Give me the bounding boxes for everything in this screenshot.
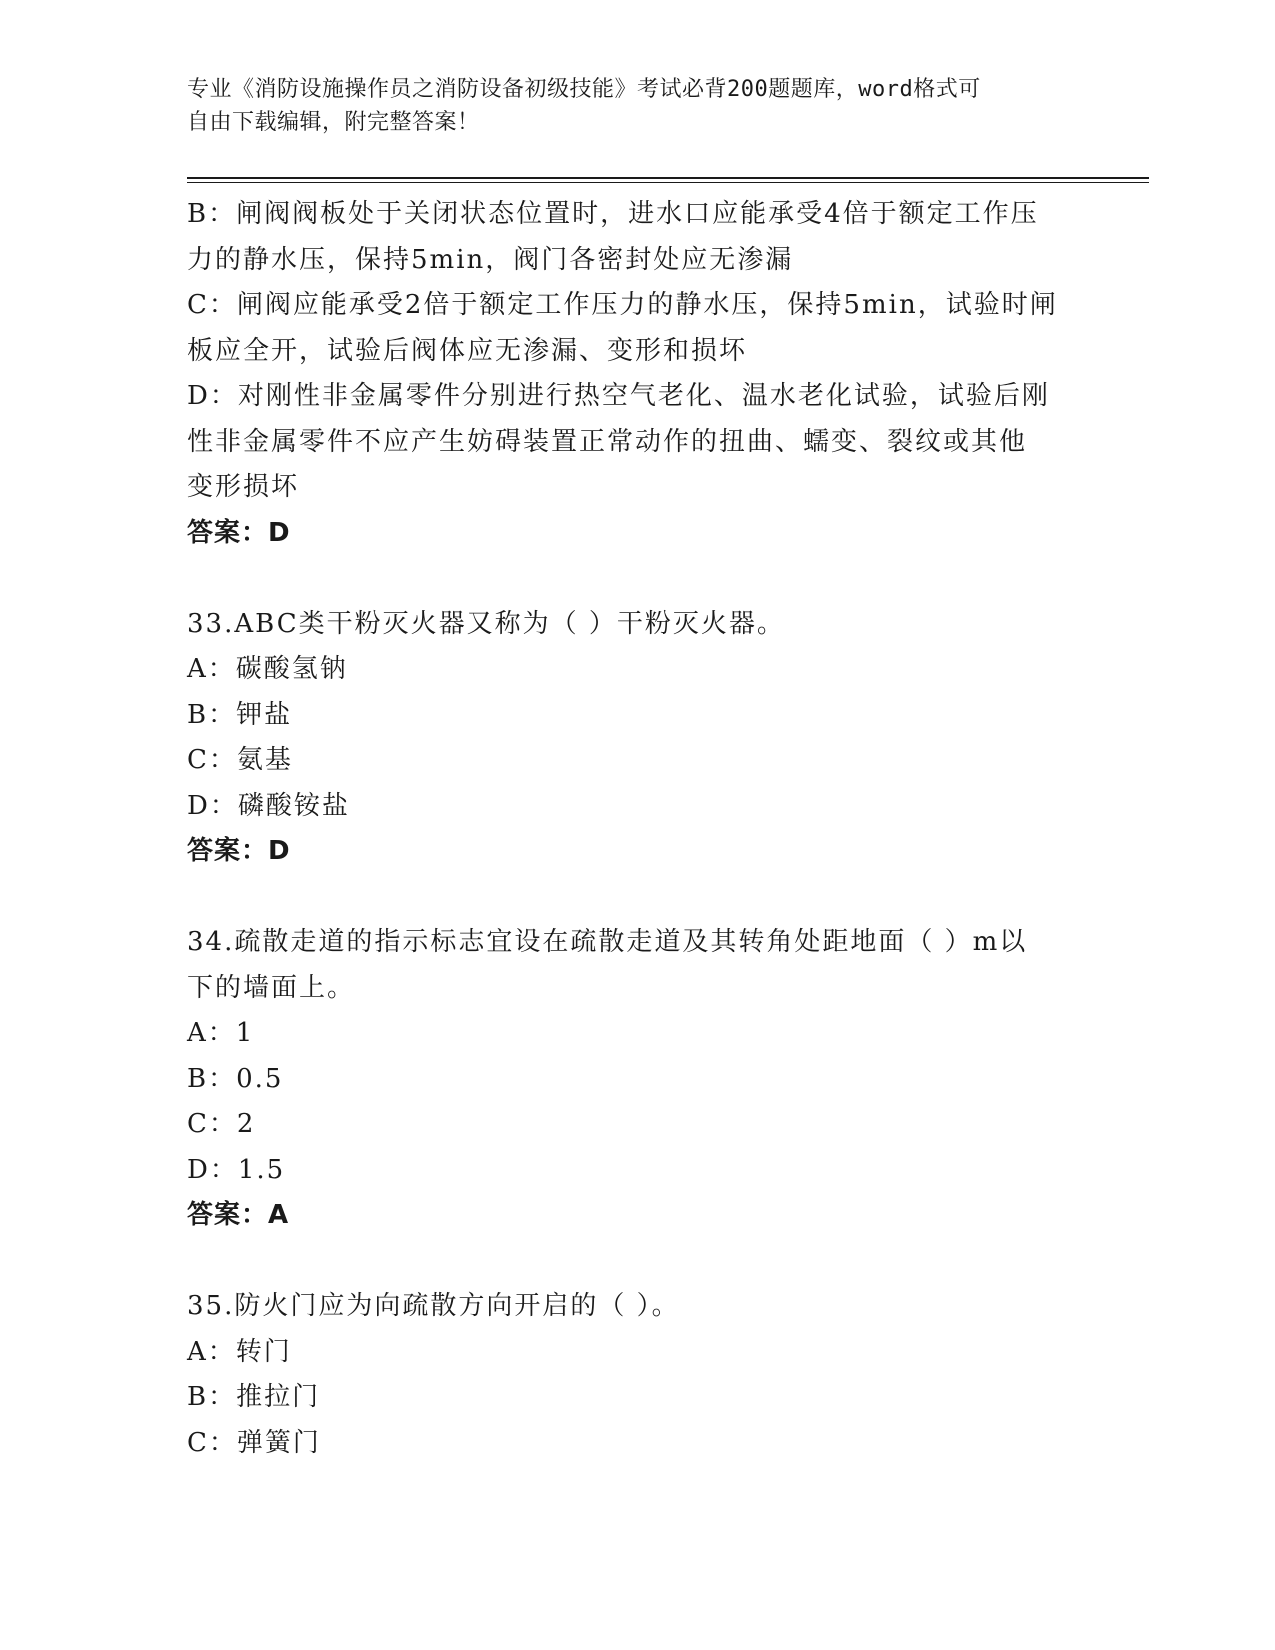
question-32-continued xyxy=(187,192,1087,556)
header-line-2: 自由下载编辑，附完整答案！ xyxy=(187,110,480,135)
question-stem: 33.ABC类干粉灭火器又称为（ ）干粉灭火器。 xyxy=(187,608,785,639)
option-d: D：1.5 xyxy=(187,1154,286,1185)
answer-line: 答案：A xyxy=(187,1200,290,1230)
question-spacer xyxy=(187,1239,1087,1285)
option-b: B：钾盐 xyxy=(187,699,293,730)
option-d-line: 性非金属零件不应产生妨碍装置正常动作的扭曲、蠕变、裂纹或其他 xyxy=(187,426,1028,457)
question-stem: 下的墙面上。 xyxy=(187,972,356,1003)
question-spacer xyxy=(187,875,1087,921)
option-d: D：磷酸铵盐 xyxy=(187,790,350,821)
question-34 xyxy=(187,920,1087,1239)
option-a: A：1 xyxy=(187,1018,255,1048)
option-c: C：2 xyxy=(187,1109,256,1139)
answer-line: 答案：D xyxy=(187,517,291,548)
option-b: B：0.5 xyxy=(187,1063,284,1094)
option-d-line: 变形损坏 xyxy=(187,472,300,502)
option-b-line: B：闸阀阀板处于关闭状态位置时，进水口应能承受4倍于额定工作压 xyxy=(187,199,1039,229)
question-spacer xyxy=(187,556,1087,602)
option-a: A：碳酸氢钠 xyxy=(187,654,348,684)
header-line-1: 专业《消防设施操作员之消防设备初级技能》考试必背200题题库，word格式可 xyxy=(187,77,981,102)
option-a: A：转门 xyxy=(187,1336,292,1367)
option-c-line: 板应全开，试验后阀体应无渗漏、变形和损坏 xyxy=(187,335,748,366)
question-33 xyxy=(187,602,1087,875)
option-b: B：推拉门 xyxy=(187,1382,321,1412)
option-c-line: C：闸阀应能承受2倍于额定工作压力的静水压，保持5min，试验时闸 xyxy=(187,290,1058,320)
option-c: C：弹簧门 xyxy=(187,1427,321,1458)
question-content xyxy=(187,192,1087,1466)
answer-line: 答案：D xyxy=(187,836,291,866)
option-c: C：氨基 xyxy=(187,745,293,775)
header-divider-thin xyxy=(187,182,1149,183)
document-header xyxy=(187,73,1087,139)
question-stem: 34.疏散走道的指示标志宜设在疏散走道及其转角处距地面（ ）m以 xyxy=(187,927,1028,957)
option-d-line: D：对刚性非金属零件分别进行热空气老化、温水老化试验，试验后刚 xyxy=(187,381,1050,411)
option-b-line: 力的静水压，保持5min，阀门各密封处应无渗漏 xyxy=(187,244,794,275)
header-divider-thick xyxy=(187,177,1149,179)
question-35 xyxy=(187,1284,1087,1466)
question-stem: 35.防火门应为向疏散方向开启的（ ）。 xyxy=(187,1291,680,1321)
